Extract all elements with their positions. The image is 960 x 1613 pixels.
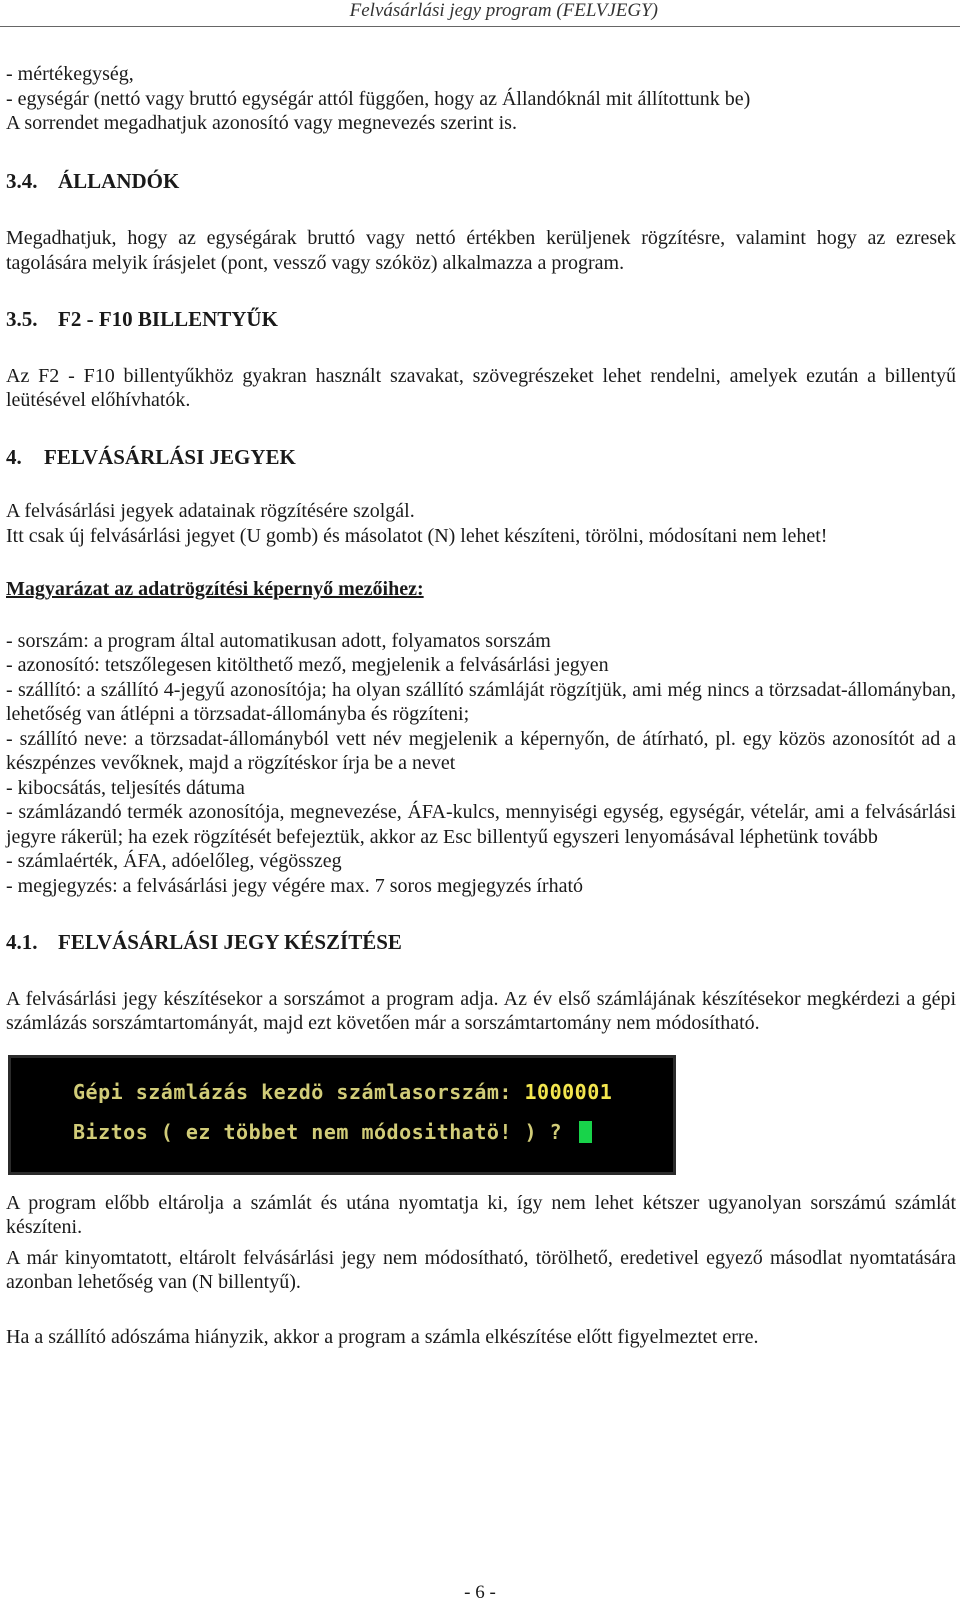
document-body [6,62,956,1349]
section-text: Megadhatjuk, hogy az egységárak bruttó vagy nettó értékben kerüljenek rögzítésre, valamint hogy az ezresek tagolására melyik írásjelet (pont, vessző vagy szóköz) alkalmazza a program. [6,227,956,274]
terminal-serial-value: 1000001 [524,1079,613,1104]
section-number: 3.4. [6,168,38,193]
section-text: Ha a szállító adószáma hiányzik, akkor a program a számla elkészítése előtt figyelmeztet erre. [6,1325,759,1348]
terminal-cursor [579,1121,592,1143]
terminal-line-1 [73,1080,612,1105]
page-header [0,0,960,27]
list-item: - számlaérték, ÁFA, adóelőleg, végösszeg [6,850,342,872]
list-item: - számlázandó termék azonosítója, megnevezése, ÁFA-kulcs, mennyiségi egység, egységár, vételár, ami a felvásárlási jegyre rákerül; ha ezek rögzítését befejeztük, akkor az Esc billentyű egyszeri lenyomásával léphetünk tovább [6,801,956,848]
explanation-title: Magyarázat az adatrögzítési képernyő mezőihez: [6,578,424,600]
list-item: - sorszám: a program által automatikusan adott, folyamatos sorszám [6,629,551,652]
section-text: A felvásárlási jegyek adatainak rögzítésére szolgál. [6,500,415,522]
section-title: FELVÁSÁRLÁSI JEGYEK [44,444,296,469]
list-item: - megjegyzés: a felvásárlási jegy végére max. 7 soros megjegyzés írható [6,874,584,897]
list-item: - szállító: a szállító 4-jegyű azonosítója; ha olyan szállító számláját rögzítjük, ami még nincs a törzsadat-állományban, lehetőség van átlépni a törzsadat-állományba és rögzíteni; [6,678,956,725]
terminal-screenshot [8,1055,676,1175]
section-text: A felvásárlási jegy készítésekor a sorszámot a program adja. Az év első számlájának készítésekor megkérdezi a gépi számlázás sorszámtartományát, majd ezt követően már a sorszámtartomány nem módosítható. [6,987,956,1034]
section-heading-3-4 [6,169,956,194]
list-item: - azonosító: tetszőlegesen kitölthető mező, megjelenik a felvásárlási jegyen [6,654,609,676]
list-item: - kibocsátás, teljesítés dátuma [6,776,245,799]
page-number: - 6 - [464,1582,496,1603]
section-text: A program előbb eltárolja a számlát és utána nyomtatja ki, így nem lehet kétszer ugyanolyan sorszámú számlát készíteni. [6,1191,956,1238]
terminal-confirm-text: Biztos ( ez többet nem módosithatö! ) ? [73,1119,575,1144]
section-text: Az F2 - F10 billentyűkhöz gyakran használt szavakat, szövegrészeket lehet rendelni, amelyek ezután a billentyű leütésével előhívhatók. [6,364,956,411]
section-title: F2 - F10 BILLENTYŰK [58,307,278,331]
header-title: Felvásárlási jegy program (FELVJEGY) [349,0,658,21]
terminal-line-2 [73,1120,592,1145]
terminal-prompt-label: Gépi számlázás kezdö számlasorszám: [73,1079,525,1104]
intro-line: - mértékegység, [6,63,134,85]
field-list [6,629,956,899]
section-number: 4.1. [6,930,38,954]
section-heading-3-5 [6,307,956,332]
section-heading-4 [6,445,956,470]
list-item: - szállító neve: a törzsadat-állományból vett név megjelenik a képernyőn, de átírható, pl. egy közös azonosítót ad a készpénzes vevőknek, majd a rögzítéskor írja be a nevet [6,727,956,774]
intro-line: - egységár (nettó vagy bruttó egységár attól függően, hogy az Állandóknál mit állítottunk be) [6,87,751,110]
section-number: 3.5. [6,307,38,331]
section-text: A már kinyomtatott, eltárolt felvásárlási jegy nem módosítható, törölhető, eredetivel egyező másodlat nyomtatására azonban lehetőség van (N billentyű). [6,1246,956,1293]
section-text: Itt csak új felvásárlási jegyet (U gomb) és másolatot (N) lehet készíteni, törölni, módosítani nem lehet! [6,524,828,547]
section-number: 4. [6,444,22,469]
intro-line: A sorrendet megadhatjuk azonosító vagy megnevezés szerint is. [6,112,517,134]
section-title: ÁLLANDÓK [58,168,180,193]
section-title: FELVÁSÁRLÁSI JEGY KÉSZÍTÉSE [58,930,402,954]
section-heading-4-1 [6,930,956,955]
